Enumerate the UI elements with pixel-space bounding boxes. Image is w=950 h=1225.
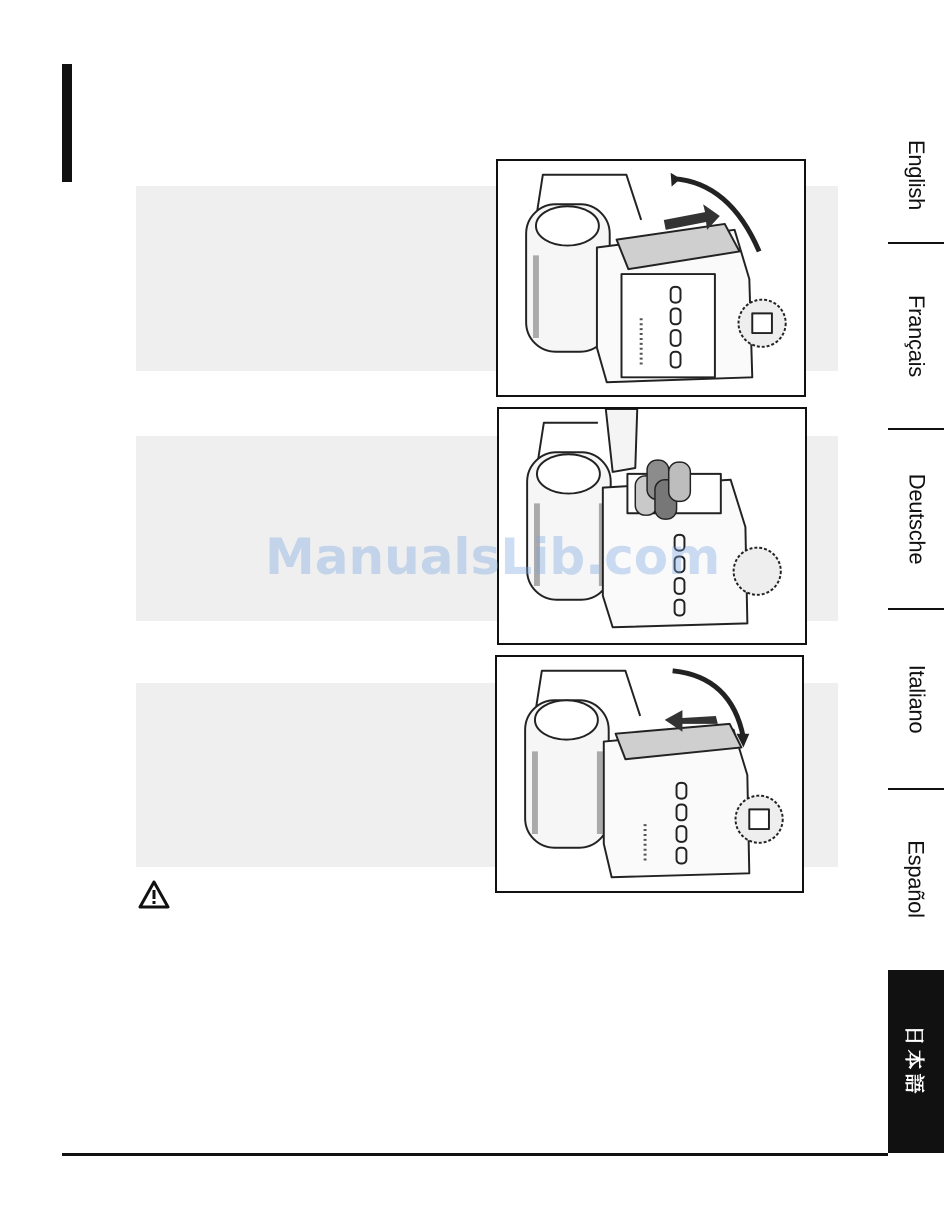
figure-open-battery-cover — [496, 159, 806, 397]
tab-japanese-label: 日本語 — [902, 1025, 927, 1098]
flash-unit-illustration-2 — [499, 409, 805, 643]
tab-italiano-label: Italiano — [904, 664, 930, 734]
flash-unit-illustration-3 — [497, 657, 802, 891]
tab-english-label: English — [904, 139, 929, 211]
footer-rule — [62, 1153, 888, 1156]
warning-triangle-icon — [137, 879, 171, 911]
figure-insert-batteries — [497, 407, 807, 645]
watermark-text: ManualsLib.com — [265, 528, 721, 586]
tab-english[interactable] — [888, 108, 944, 242]
tab-espanol[interactable] — [888, 790, 944, 968]
tab-espanol-label: Español — [904, 840, 929, 918]
tab-deutsche-label: Deutsche — [904, 473, 930, 565]
section-title-bar — [62, 64, 72, 182]
tab-japanese[interactable] — [888, 970, 944, 1153]
tab-francais[interactable] — [888, 244, 944, 428]
figure-close-battery-cover — [495, 655, 804, 893]
tab-deutsche[interactable] — [888, 430, 944, 608]
tab-francais-label: Français — [904, 295, 929, 377]
flash-unit-illustration-1 — [498, 161, 804, 395]
tab-italiano[interactable] — [888, 610, 944, 788]
